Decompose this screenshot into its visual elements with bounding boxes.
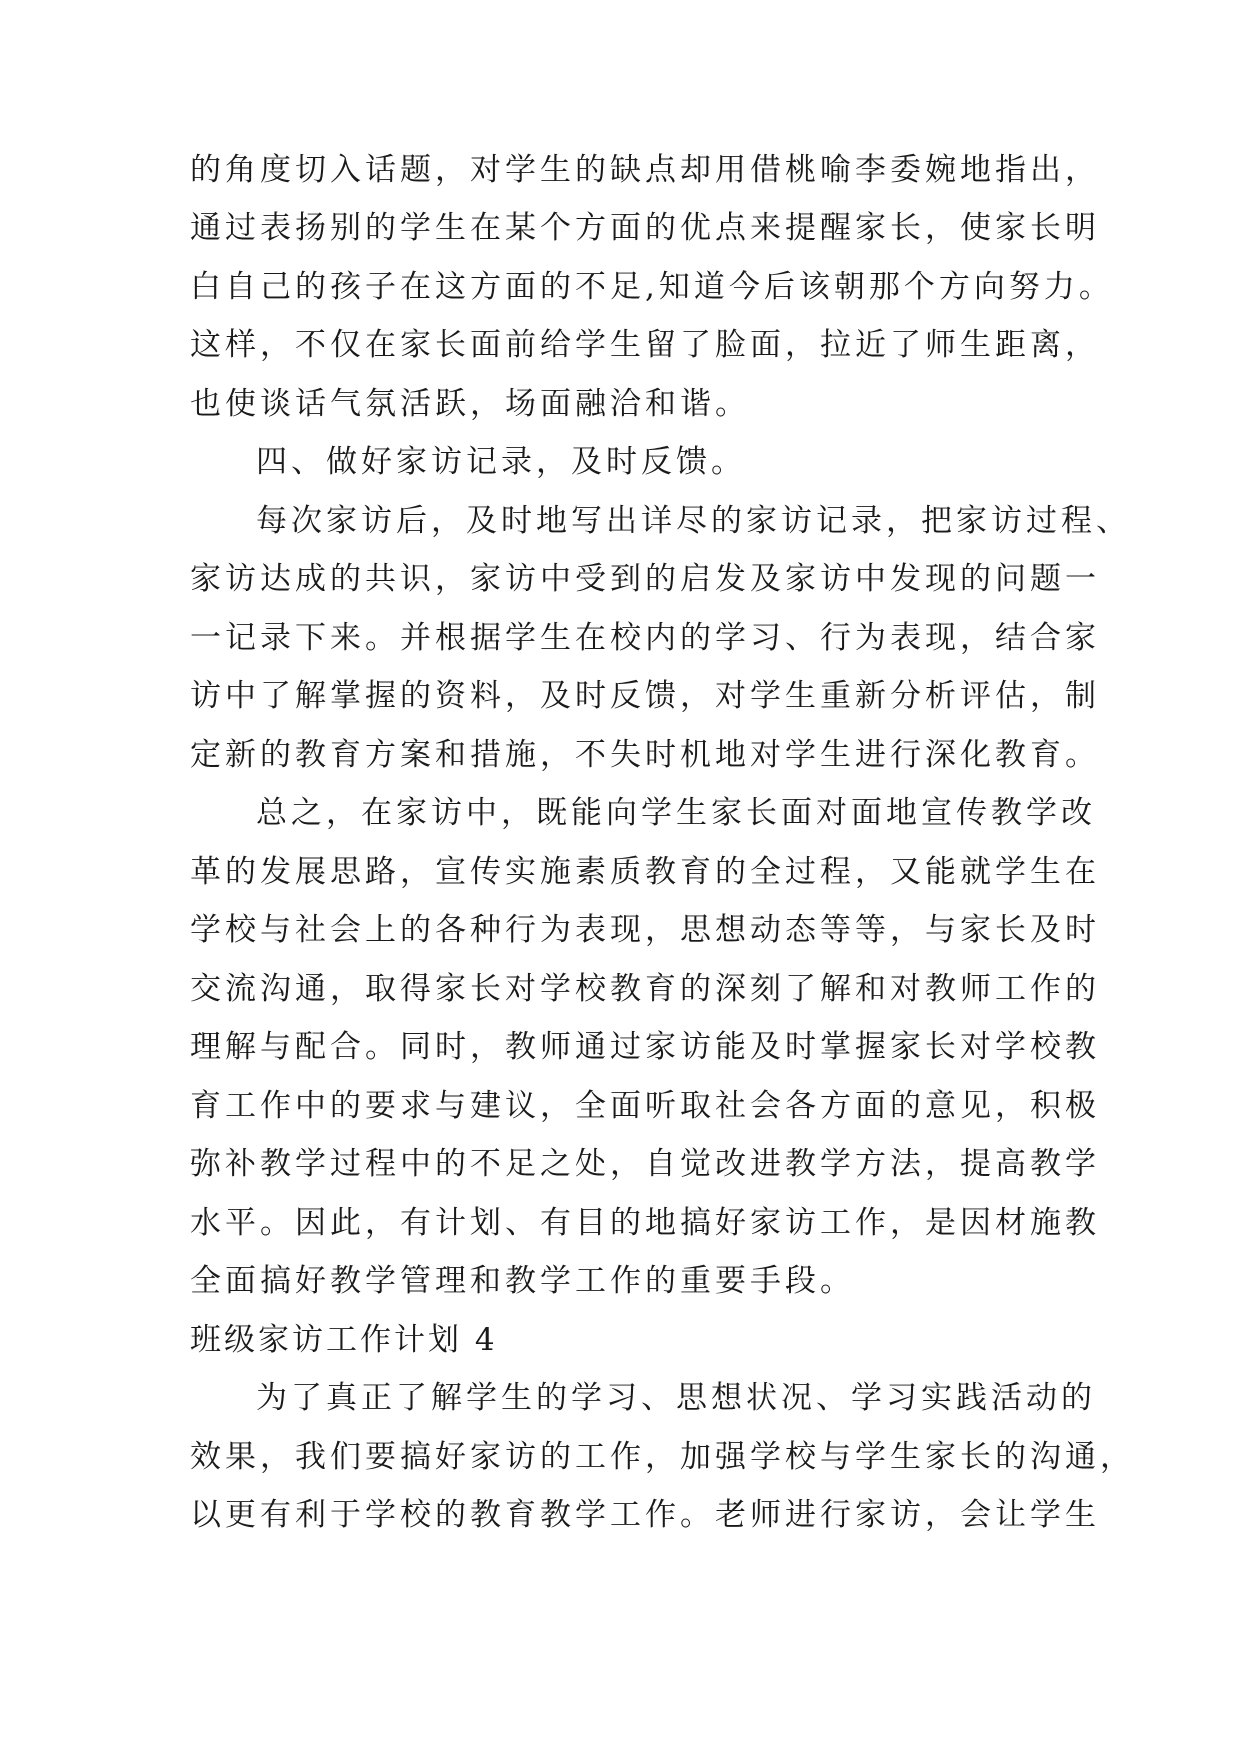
paragraph-line: 一记录下来。并根据学生在校内的学习、行为表现，结合家 <box>190 620 1100 656</box>
paragraph-line: 弥补教学过程中的不足之处，自觉改进教学方法，提高教学 <box>190 1146 1100 1182</box>
paragraph-line: 通过表扬别的学生在某个方面的优点来提醒家长，使家长明 <box>190 210 1100 246</box>
section-heading: 四、做好家访记录，及时反馈。 <box>256 444 746 480</box>
paragraph-line: 为了真正了解学生的学习、思想状况、学习实践活动的 <box>256 1380 1096 1416</box>
paragraph-line: 白自己的孩子在这方面的不足,知道今后该朝那个方向努力。 <box>190 269 1114 305</box>
paragraph-line: 理解与配合。同时，教师通过家访能及时掌握家长对学校教 <box>190 1029 1100 1065</box>
paragraph-line: 访中了解掌握的资料，及时反馈，对学生重新分析评估，制 <box>190 678 1100 714</box>
paragraph-line: 以更有利于学校的教育教学工作。老师进行家访，会让学生 <box>190 1497 1100 1533</box>
paragraph-line: 家访达成的共识，家访中受到的启发及家访中发现的问题一 <box>190 561 1100 597</box>
paragraph-line: 效果，我们要搞好家访的工作，加强学校与学生家长的沟通， <box>190 1439 1135 1475</box>
paragraph-line: 全面搞好教学管理和教学工作的重要手段。 <box>190 1263 855 1299</box>
paragraph-line: 革的发展思路，宣传实施素质教育的全过程，又能就学生在 <box>190 854 1100 890</box>
paragraph-line: 总之，在家访中，既能向学生家长面对面地宣传教学改 <box>256 795 1096 831</box>
paragraph-line: 这样，不仅在家长面前给学生留了脸面，拉近了师生距离， <box>190 327 1100 363</box>
paragraph-line: 学校与社会上的各种行为表现，思想动态等等，与家长及时 <box>190 912 1100 948</box>
paragraph-line: 也使谈话气氛活跃，场面融洽和谐。 <box>190 386 750 422</box>
paragraph-line: 的角度切入话题，对学生的缺点却用借桃喻李委婉地指出， <box>190 152 1100 188</box>
paragraph-line: 水平。因此，有计划、有目的地搞好家访工作，是因材施教 <box>190 1205 1100 1241</box>
paragraph-line: 交流沟通，取得家长对学校教育的深刻了解和对教师工作的 <box>190 971 1100 1007</box>
paragraph-line: 每次家访后，及时地写出详尽的家访记录，把家访过程、 <box>256 503 1131 539</box>
section-title: 班级家访工作计划 4 <box>190 1322 498 1358</box>
paragraph-line: 定新的教育方案和措施，不失时机地对学生进行深化教育。 <box>190 737 1100 773</box>
paragraph-line: 育工作中的要求与建议，全面听取社会各方面的意见，积极 <box>190 1088 1100 1124</box>
